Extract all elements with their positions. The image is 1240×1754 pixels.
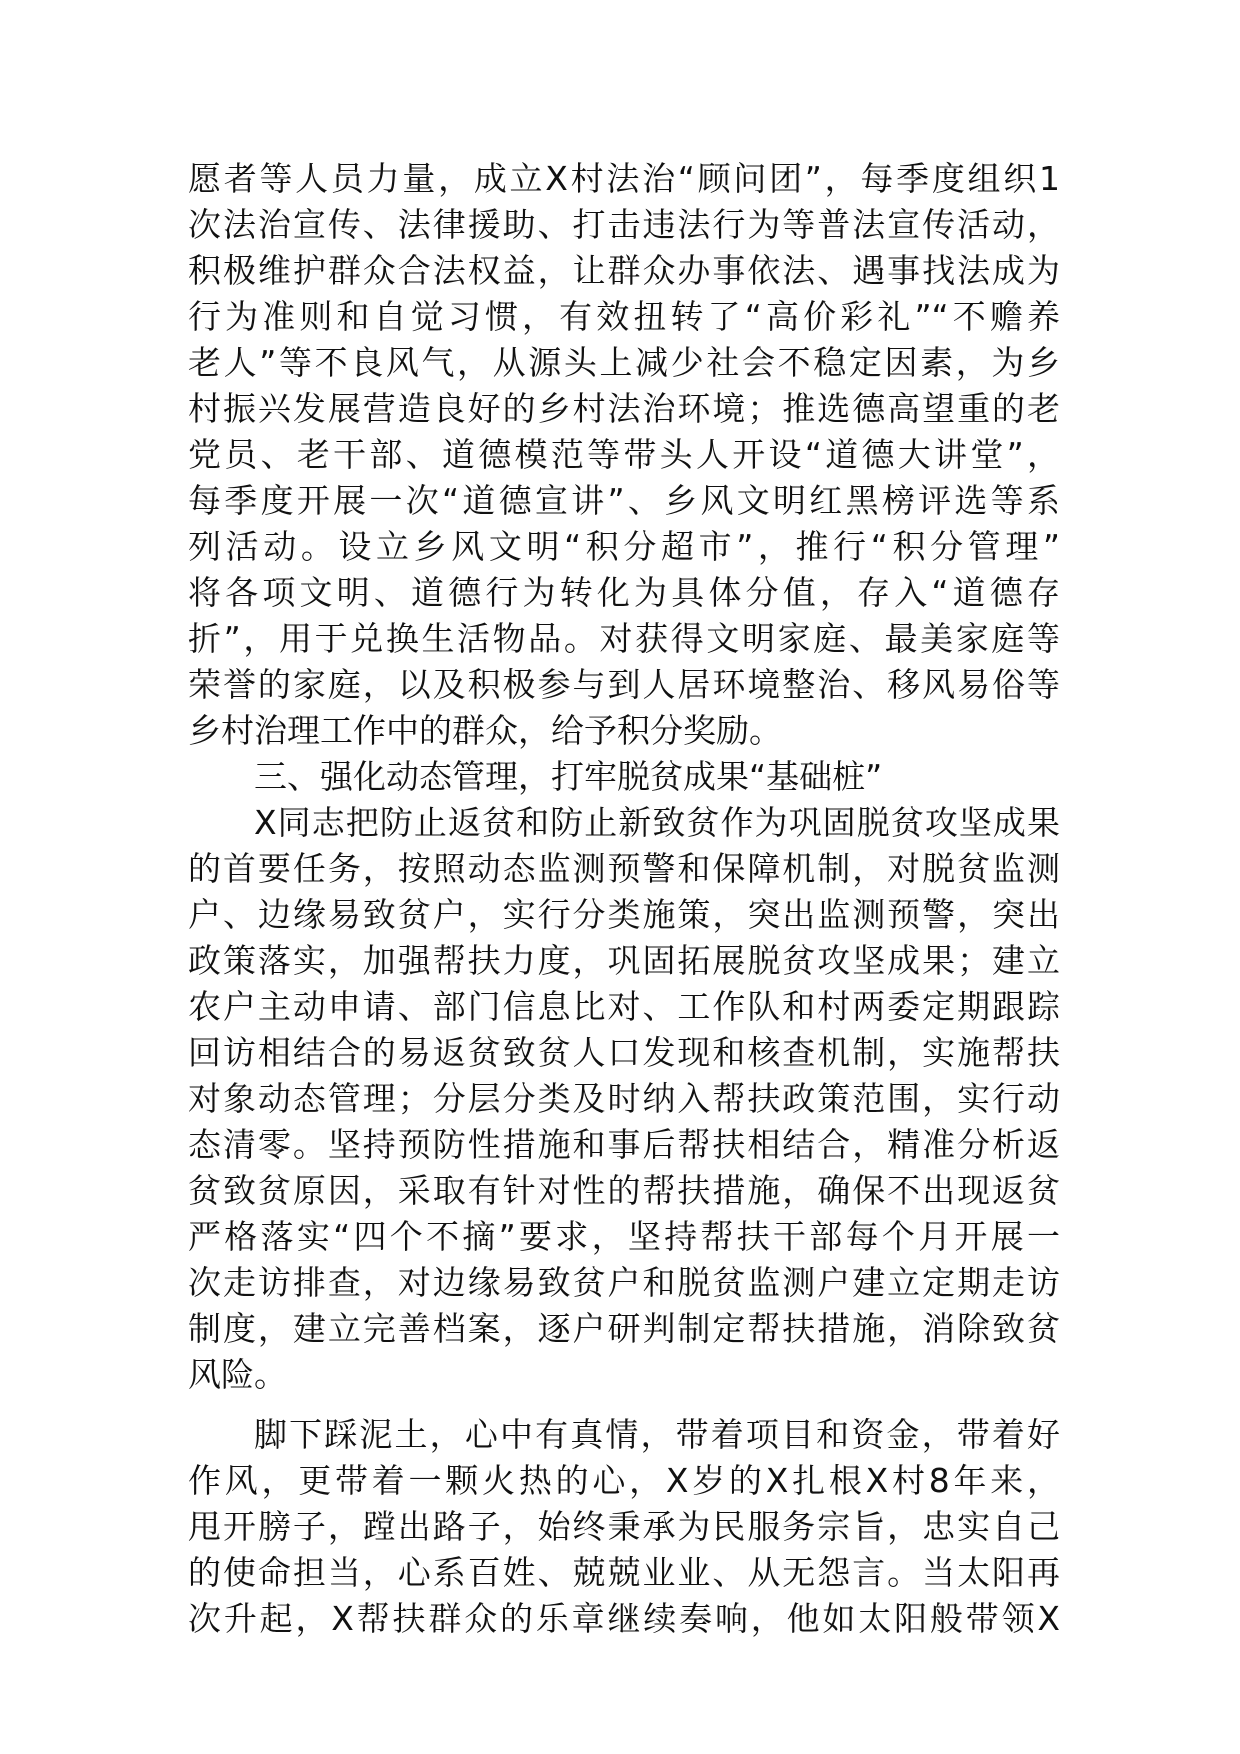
text-line: 贫致贫原因，采取有针对性的帮扶措施，确保不出现返贫 (188, 1171, 1060, 1210)
text-line: 次法治宣传、法律援助、打击违法行为等普法宣传活动， (188, 205, 1060, 244)
text-line: 列活动。设立乡风文明“积分超市”，推行“积分管理” (188, 527, 1060, 566)
paragraph-law-and-ethics (188, 156, 1060, 754)
text-line: 态清零。坚持预防性措施和事后帮扶相结合，精准分析返 (188, 1125, 1060, 1164)
text-line: 回访相结合的易返贫致贫人口发现和核查机制，实施帮扶 (188, 1033, 1060, 1072)
text-line: 积极维护群众合法权益，让群众办事依法、遇事找法成为 (188, 251, 1060, 290)
text-line: 政策落实，加强帮扶力度，巩固拓展脱贫攻坚成果；建立 (188, 941, 1060, 980)
text-line: 农户主动申请、部门信息比对、工作队和村两委定期跟踪 (188, 987, 1060, 1026)
text-line: 对象动态管理；分层分类及时纳入帮扶政策范围，实行动 (188, 1079, 1060, 1118)
text-line: 风险。 (188, 1355, 287, 1394)
text-line: 折”，用于兑换生活物品。对获得文明家庭、最美家庭等 (188, 619, 1060, 658)
text-line: 愿者等人员力量，成立X村法治“顾问团”，每季度组织1 (188, 159, 1060, 198)
paragraph-closing (188, 1412, 1060, 1642)
paragraph-gap (188, 1398, 1060, 1412)
text-line: 制度，建立完善档案，逐户研判制定帮扶措施，消除致贫 (188, 1309, 1060, 1348)
text-line: 甩开膀子，蹚出路子，始终秉承为民服务宗旨，忠实自己 (188, 1507, 1060, 1546)
text-line: 乡村治理工作中的群众，给予积分奖励。 (188, 711, 782, 750)
text-line: 次走访排查，对边缘易致贫户和脱贫监测户建立定期走访 (188, 1263, 1060, 1302)
text-line: 脚下踩泥土，心中有真情，带着项目和资金，带着好 (254, 1415, 1060, 1454)
text-line: X同志把防止返贫和防止新致贫作为巩固脱贫攻坚成果 (254, 803, 1060, 842)
text-line: 每季度开展一次“道德宣讲”、乡风文明红黑榜评选等系 (188, 481, 1060, 520)
paragraph-dynamic-management (188, 800, 1060, 1398)
text-line: 党员、老干部、道德模范等带头人开设“道德大讲堂”， (188, 435, 1060, 474)
text-line: 的首要任务，按照动态监测预警和保障机制，对脱贫监测 (188, 849, 1060, 888)
text-line: 严格落实“四个不摘”要求，坚持帮扶干部每个月开展一 (188, 1217, 1060, 1256)
text-line: 荣誉的家庭，以及积极参与到人居环境整治、移风易俗等 (188, 665, 1060, 704)
text-line: 次升起，X帮扶群众的乐章继续奏响，他如太阳般带领X (188, 1599, 1060, 1638)
text-line: 将各项文明、道德行为转化为具体分值，存入“道德存 (188, 573, 1060, 612)
text-line: 户、边缘易致贫户，实行分类施策，突出监测预警，突出 (188, 895, 1060, 934)
text-line: 村振兴发展营造良好的乡村法治环境；推选德高望重的老 (188, 389, 1060, 428)
text-line: 的使命担当，心系百姓、兢兢业业、从无怨言。当太阳再 (188, 1553, 1060, 1592)
text-line: 作风，更带着一颗火热的心，X岁的X扎根X村8年来， (188, 1461, 1060, 1500)
text-line: 老人”等不良风气，从源头上减少社会不稳定因素，为乡 (188, 343, 1060, 382)
section-heading: 三、强化动态管理，打牢脱贫成果“基础桩” (254, 757, 883, 796)
document-body (188, 156, 1060, 1642)
text-line: 行为准则和自觉习惯，有效扭转了“高价彩礼”“不赡养 (188, 297, 1060, 336)
